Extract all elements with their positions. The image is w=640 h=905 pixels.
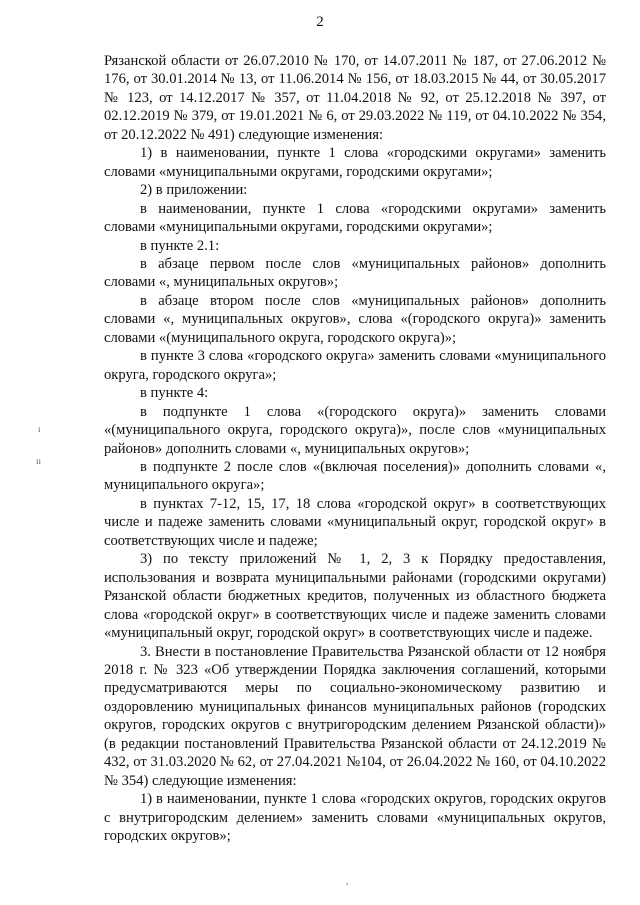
paragraph: 3) по тексту приложений № 1, 2, 3 к Порядку предоставления, использования и возврата муниципальными районами (городскими округами) Рязанской области бюджетных кредитов, полученных из областного бюджета слова «городской округ» в соответствующих числе и падеже заменить словами «муниципальный округ, городской округ» в соответствующих числе и падеже.	[104, 551, 606, 642]
paragraph: в пункте 3 слова «городского округа» заменить словами «муниципального округа, городского округа»;	[104, 348, 606, 383]
paragraph: в абзаце втором после слов «муниципальных районов» дополнить словами «, муниципальных округов», слова «(городского округа)» заменить словами «(муниципального округа, городского округа)»;	[104, 292, 606, 346]
paragraph: 3. Внести в постановление Правительства Рязанской области от 12 ноября 2018 г. № 323 «Об утверждении Порядка заключения соглашений, которыми предусматриваются меры по социально-экономическому развитию и оздоровлению муниципальных финансов муниципальных районов (городских округов, городских округов с внутригородским делением Рязанской области)» (в редакции постановлений Правительства Рязанской области от 24.12.2019 № 432, от 31.03.2020 № 62, от 27.04.2021 №104, от 26.04.2022 № 160, от 04.10.2022 № 354) следующие изменения:	[104, 643, 606, 789]
paragraph: в подпункте 2 после слов «(включая поселения)» дополнить словами «, муниципального округа»;	[104, 458, 606, 494]
paragraph: в подпункте 1 слова «(городского округа)» заменить словами «(муниципального округа, городского округа)», после слов «муниципальных районов» дополнить словами «, муниципальных округов»;	[104, 403, 606, 457]
paragraph: в наименовании, пункте 1 слова «городскими округами» заменить словами «муниципальными округами, городскими округами»;	[104, 200, 606, 236]
margin-mark: ıı	[36, 456, 42, 466]
document-body	[104, 52, 606, 845]
paragraph: 1) в наименовании, пункте 1 слова «городскими округами» заменить словами «муниципальными округами, городскими округами»;	[104, 145, 606, 180]
paragraph: Рязанской области от 26.07.2010 № 170, от 14.07.2011 № 187, от 27.06.2012 № 176, от 30.01.2014 № 13, от 11.06.2014 № 156, от 18.03.2015 № 44, от 30.05.2017 № 123, от 14.12.2017 № 357, от 11.04.2018 № 92, от 25.12.2018 № 397, от 02.12.2019 № 379, от 19.01.2021 № 6, от 29.03.2022 № 119, от 04.10.2022 № 354, от 20.12.2022 № 491) следующие изменения:	[104, 53, 606, 143]
paragraph: в абзаце первом после слов «муниципальных районов» дополнить словами «, муниципальных округов»;	[104, 255, 606, 291]
paragraph: 2) в приложении:	[140, 182, 248, 199]
paragraph: в пунктах 7-12, 15, 17, 18 слова «городской округ» в соответствующих числе и падеже заменить словами «муниципальный округ, городской округ» в соответствующих числе и падеже;	[104, 495, 606, 549]
margin-mark: ı	[38, 424, 41, 434]
scan-speck: ,	[346, 876, 349, 886]
page-number: 2	[316, 14, 324, 30]
paragraph: в пункте 4:	[140, 385, 209, 402]
paragraph: в пункте 2.1:	[140, 237, 220, 254]
paragraph: 1) в наименовании, пункте 1 слова «городских округов, городских округов с внутригородским делением» заменить словами «муниципальных округов, городских округов»;	[104, 791, 606, 845]
